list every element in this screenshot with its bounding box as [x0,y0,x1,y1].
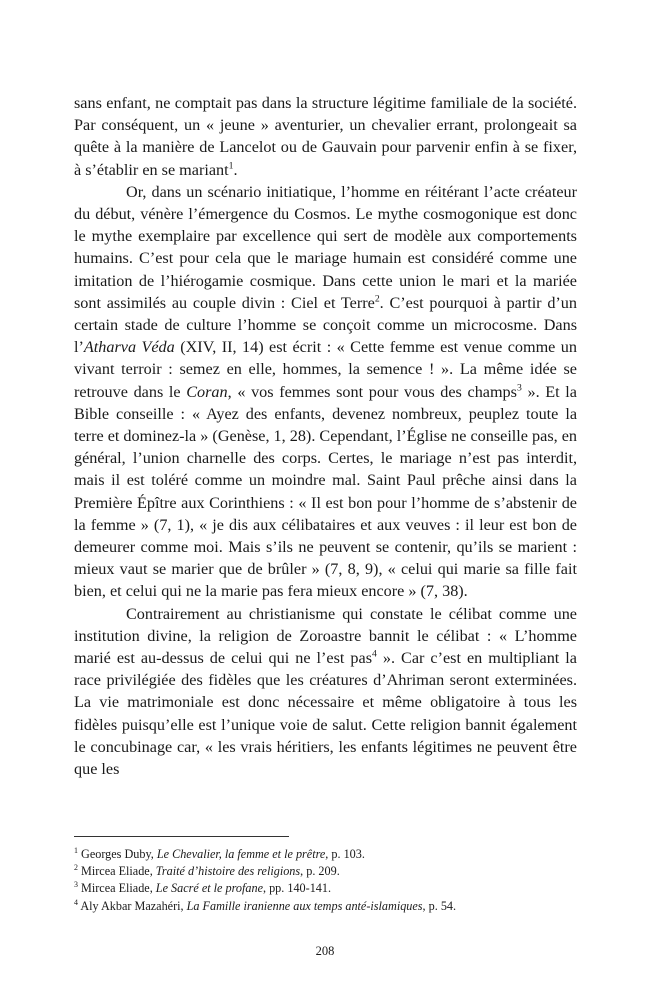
paragraph [74,92,577,181]
footnote-number: 2 [74,863,78,873]
footnotes [74,846,577,915]
footnote-number: 3 [74,880,78,890]
footnote-ref: 3 [516,382,522,394]
italic-title: Atharva Véda [83,338,175,357]
italic-title: Coran [186,382,228,401]
text-run: , « vos femmes sont pour vous des champs [227,382,517,401]
text-run: ». Et la Bible conseille : « Ayez des enfants, devenez nombreux, peuplez toute la terre et dominez-la » (Genèse, 1, 28). Cependant, l’Église ne conseille pas, en général, l’union charnelle des corps. Certes, le mariage n’est pas interdit, mais il est toléré comme un moindre mal. Saint Paul prêche ainsi dans la Première Épître aux Corinthiens : « Il est bon pour l’homme de s’abstenir de la femme » (7, 1), « je dis aux célibataires et aux veuves : il leur est bon de demeurer comme moi. Mais s’ils ne peuvent se contenir, qu’ils se marient : mieux vaut se marier que de brûler » (7, 8, 9), « celui qui marie sa fille fait bien, et celui qui ne la marie pas fera mieux encore » (7, 38). [74,382,577,601]
paragraph [74,603,577,781]
footnote [74,846,577,863]
footnote-title: Le Sacré et le profane [155,881,263,896]
footnote-ref: 2 [374,293,380,305]
text-run: Or, dans un scénario initiatique, l’homme en réitérant l’acte créateur du début, vénère l’émergence du Cosmos. Le mythe cosmogonique est donc le mythe exemplaire par excellence qui sert de modèle aux comportements humains. C’est pour cela que le mariage humain est considéré comme une imitation de l’hiérogamie cosmique. Dans cette union le mari et la mariée sont assimilés au couple divin : Ciel et Terre [74,182,577,312]
footnote-author: Mircea Eliade, [81,881,156,896]
footnote-title: Traité d’histoire des religions [155,864,301,879]
footnote-title: Le Chevalier, la femme et le prêtre, [156,847,329,861]
text-run: sans enfant, ne comptait pas dans la structure légitime familiale de la société. Par conséquent, un « jeune » aventurier, un chevalier errant, prolongeait sa quête à la manière de Lancelot ou de Gauvain pour parvenir enfin à se fixer, à s’établir en se mariant [74,94,577,179]
footnote [74,898,577,915]
text-run: ». Car c’est en multipliant la race privilégiée des fidèles que les créatures d’Ahriman seront exterminées. La vie matrimoniale est donc nécessaire et même obligatoire à tous les fidèles puisqu’elle est l’unique voie de salut. Cette religion bannit également le concubinage car, « les vrais héritiers, les enfants légitimes ne peuvent être que les [74,649,577,779]
footnote-reference: , pp. 140-141. [262,881,332,896]
footnote-author: Mircea Eliade, [81,864,156,879]
paragraph [74,181,577,603]
footnote-author: Georges Duby, [81,847,157,861]
footnote-ref: 1 [228,160,234,172]
footnote-reference: , p. 54. [422,898,457,913]
footnote [74,880,577,897]
footnote-reference: p. 103. [328,847,365,861]
text-run: . C’est pourquoi à partir d’un certain stade de culture l’homme se conçoit comme un microcosme. Dans l’ [74,293,577,357]
footnote-ref: 4 [372,648,377,660]
footnote [74,863,577,880]
page-number: 208 [315,944,335,958]
text-run: . [233,160,238,179]
footnote-reference: , p. 209. [300,864,340,879]
body-text [74,92,577,780]
footnote-separator [74,836,289,837]
footnote-author: Aly Akbar Mazahéri, [80,898,187,913]
footnote-number: 4 [74,897,78,907]
footnote-title: La Famille iranienne aux temps anté-islamiques [186,898,423,913]
text-run: Contrairement au christianisme qui constate le célibat comme une institution divine, la religion de Zoroastre bannit le célibat : « L’homme marié est au-dessus de celui qui ne l’est pas [74,604,577,668]
text-run: (XIV, II, 14) est écrit : « Cette femme est venue comme un vivant terroir : semez en elle, hommes, la semence ! ». La même idée se retrouve dans le [74,338,577,401]
footnote-number: 1 [74,845,78,855]
